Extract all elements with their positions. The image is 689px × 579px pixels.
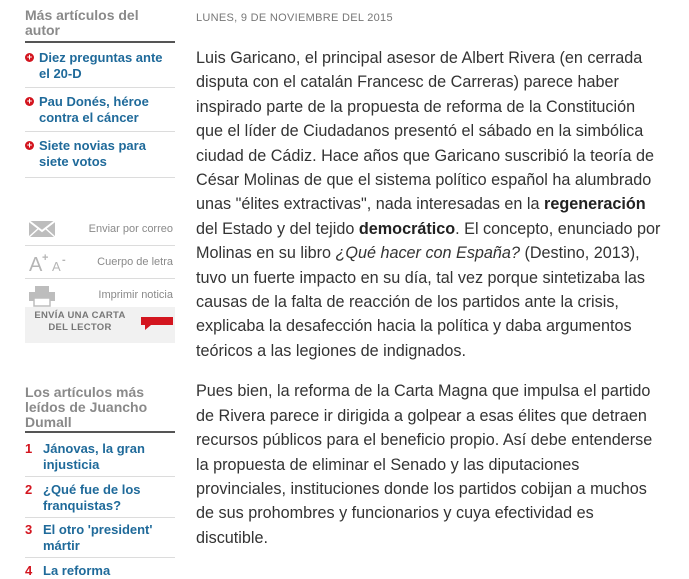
plus-icon: +: [26, 96, 33, 106]
popular-article-link[interactable]: [25, 482, 175, 514]
author-article-link[interactable]: [25, 50, 175, 82]
svg-text:+: +: [42, 252, 49, 264]
popular-article-title: El otro 'president' mártir: [43, 522, 153, 553]
divider: [25, 517, 175, 518]
popular-article-title: La reforma: [43, 563, 111, 578]
divider: [25, 245, 175, 246]
author-article-link[interactable]: [25, 138, 175, 170]
red-flag-icon: [139, 311, 175, 336]
article-paragraph: Pues bien, la reforma de la Carta Magna que impulsa el partido de Rivera parece ir dirigida a golpear a esas élites que detraen recursos públicos para el beneficio propio. Así debe entenderse la propuesta de eliminar el Senado y las diputaciones provinciales, instituciones donde los partidos cobijan a muchos de sus prohombres y funcionarios y cuya efectividad es discutible.: [196, 382, 653, 547]
divider: [25, 131, 175, 132]
print-label: Imprimir noticia: [98, 289, 173, 301]
author-article-link[interactable]: [25, 94, 175, 126]
bold-term: regeneración: [544, 195, 646, 214]
rank-number: 3: [25, 522, 33, 537]
popular-article-link[interactable]: [25, 441, 175, 473]
article-date: LUNES, 9 DE NOVIEMBRE DEL 2015: [196, 12, 393, 24]
author-article-title: Diez preguntas ante el 20-D: [39, 50, 163, 81]
envelope-icon: [28, 219, 56, 244]
font-size-label: Cuerpo de letra: [97, 256, 173, 268]
plus-icon: +: [26, 52, 33, 62]
svg-text:A: A: [29, 254, 43, 274]
author-article-title: Siete novias para siete votos: [39, 138, 146, 169]
popular-article-link[interactable]: [25, 563, 175, 579]
svg-text:-: -: [62, 254, 66, 266]
plus-icon: +: [26, 140, 33, 150]
author-article-title: Pau Donés, héroe contra el cáncer: [39, 94, 149, 125]
article-paragraph: Luis Garicano, el principal asesor de Albert Rivera (en cerrada disputa con el catalán Francesc de Carreras) parece haber inspirado parte de la propuesta de reforma de la Constitución que el líder de Ciudadanos presentó el sábado en la simbólica ciudad de Cádiz. Hace años que Garicano suscribió la teoría de César Molinas de que el sistema político español ha alumbrado unas "élites extractivas", nada interesadas en la regeneración del Estado y del tejido democrático. El concepto, enunciado por Molinas en su libro ¿Qué hacer con España? (Destino, 2013), tuvo un fuerte impacto en su día, tal vez porque sintetizaba las causas de la falta de reacción de los partidos ante la crisis, explicaba la desafección hacia la política y daba argumentos teóricos a las legiones de indignados.: [196, 49, 661, 360]
email-tool[interactable]: [25, 217, 175, 243]
section-divider: [25, 41, 175, 43]
font-size-tool[interactable]: [25, 250, 175, 276]
popular-article-title: ¿Qué fue de los franquistas?: [43, 482, 141, 513]
divider: [25, 87, 175, 88]
bold-term: democrático: [358, 219, 456, 238]
divider: [25, 278, 175, 279]
print-tool[interactable]: [25, 283, 175, 309]
divider: [25, 557, 175, 558]
divider: [25, 476, 175, 477]
popular-section-title: Los artículos más leídos de Juancho Dumall: [25, 384, 148, 430]
rank-number: 2: [25, 482, 33, 497]
letter-label: ENVÍA UNA CARTA DEL LECTOR: [34, 310, 126, 333]
popular-article-title: Jánovas, la gran injusticia: [43, 441, 145, 472]
author-section-title: Más artículos del autor: [25, 7, 139, 38]
letter-to-editor-button[interactable]: [25, 307, 175, 343]
article-body: [196, 46, 664, 566]
section-divider: [25, 431, 175, 433]
book-title: ¿Qué hacer con España?: [335, 244, 520, 263]
font-size-icon: [28, 252, 72, 279]
email-label: Enviar por correo: [88, 223, 173, 235]
divider: [25, 177, 175, 178]
popular-article-link[interactable]: [25, 522, 175, 554]
rank-number: 4: [25, 563, 33, 578]
sidebar: [0, 0, 176, 578]
rank-number: 1: [25, 441, 33, 456]
svg-text:A: A: [52, 259, 61, 274]
